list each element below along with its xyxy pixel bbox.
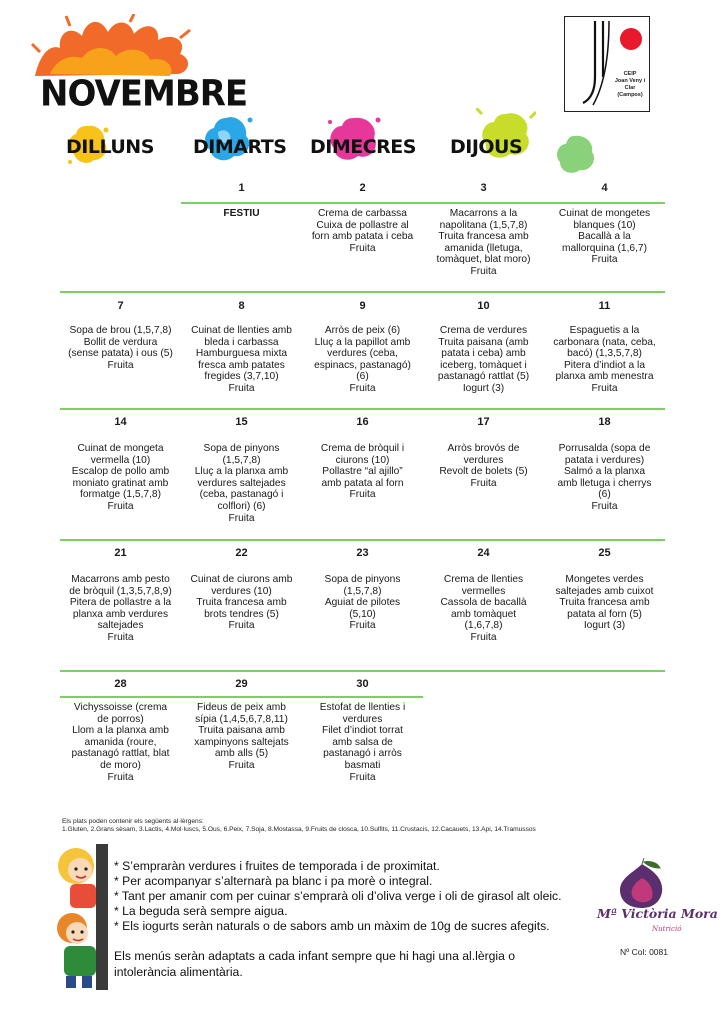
day-number: 15	[235, 416, 248, 428]
menu-cell	[423, 325, 544, 395]
menu-line: Cuinat de mongetes	[558, 208, 651, 219]
fig-icon	[612, 858, 672, 910]
note-item: * La beguda serà sempre aigua.	[114, 904, 288, 918]
menu-line: Vichyssoisse (crema	[73, 702, 168, 713]
menu-line: Salmó a la planxa	[564, 466, 645, 478]
allergen-list: 1.Gluten, 2.Grans sèsam, 3.Lactis, 4.Mol·luscs, 5.Ous, 6.Peix, 7.Soja, 8.Mostassa, 9.Fruits de closca, 10.Sulfits, 11.Crustacis, 12.Cacauets, 13.Api, 14.Tramussos	[62, 826, 536, 834]
menu-line: saltejades amb cuixot	[555, 585, 654, 597]
day-number: 11	[598, 300, 611, 312]
menu-line: Crema de verdures	[439, 325, 528, 336]
menu-line: de porros)	[97, 713, 144, 725]
logo-text-line: Joan Veny i	[614, 78, 646, 84]
week-divider	[60, 696, 423, 698]
menu-line: tomàquet, blat moro)	[436, 254, 531, 266]
menu-line: Fruita	[107, 500, 134, 512]
menu-line: (6)	[356, 371, 369, 383]
menu-line: FESTIU	[223, 208, 260, 219]
menu-line: Mongetes verdes	[565, 574, 644, 585]
menu-line: de moro)	[100, 759, 141, 771]
menu-line: mallorquina (1,6,7)	[562, 242, 647, 254]
menu-line: iceberg, tomàquet i	[440, 359, 527, 371]
menu-line: Fruita	[349, 620, 376, 632]
menu-line: fregides (3,7,10)	[204, 371, 279, 383]
day-number: 3	[480, 182, 487, 194]
menu-line: Fruita	[228, 382, 255, 394]
menu-line: Cuinat de ciurons amb	[190, 574, 293, 585]
allergen-legend	[62, 818, 682, 835]
menu-line: Fruita	[591, 382, 618, 394]
day-number: 10	[477, 300, 490, 312]
logo-text-line: CEIP	[623, 71, 637, 77]
note-item: * Per acompanyar s’alternarà pa blanc i pa morè o integral.	[114, 874, 433, 888]
menu-cell	[302, 443, 423, 501]
menu-line: colflori) (6)	[217, 500, 266, 512]
menu-line: amb alls (5)	[214, 748, 269, 760]
day-number: 21	[114, 547, 127, 559]
day-number: 30	[356, 678, 369, 690]
menu-line: Pitera d’indiot a la	[564, 359, 645, 371]
note-item: * S’empraràn verdures i fruites de temporada i de proximitat.	[114, 859, 440, 873]
menu-line: bacó) (1,3,5,7,8)	[567, 348, 642, 360]
menu-line: pastanagó rattlat (5)	[437, 371, 530, 383]
menu-line: Bollit de verdura	[83, 336, 158, 348]
week-divider	[60, 408, 665, 410]
menu-line: amanida (roure,	[84, 736, 157, 748]
menu-line: amb salsa de	[332, 736, 393, 748]
menu-line: patata i ceba) amb	[441, 348, 526, 360]
menu-line: Revolt de bolets (5)	[439, 466, 528, 478]
menu-line: Filet d’indiot torrat	[322, 725, 403, 737]
day-number: 25	[598, 547, 611, 559]
menu-cell	[423, 443, 544, 489]
nutritionist-role: Nutrició	[652, 925, 682, 933]
note-item: * Els iogurts seràn naturals o de sabors amb un màxim de 10g de sucres afegits.	[114, 919, 550, 933]
menu-line: amb patata al forn	[321, 477, 404, 489]
menu-line: patata al forn (5)	[567, 608, 642, 620]
menu-line: Espaguetis a la	[569, 325, 640, 336]
day-number: 8	[238, 300, 245, 312]
menu-line: Sopa de pinyons	[324, 574, 401, 585]
license-number: Nº Col: 0081	[620, 947, 668, 957]
page-title: NOVEMBRE	[40, 73, 248, 115]
menu-line: xampinyons saltejats	[194, 736, 289, 748]
menu-line: amanida (lletuga,	[444, 242, 523, 254]
menu-line: bleda i carbassa	[204, 336, 279, 348]
menu-cell	[60, 443, 181, 513]
menu-line: Crema de bròquil i	[320, 443, 405, 454]
menu-line: patata i verdures)	[564, 454, 645, 466]
menu-line: Fruita	[470, 477, 497, 489]
menu-cell	[423, 574, 544, 644]
menu-line: Macarrons amb pesto	[71, 574, 170, 585]
menu-line: Escalop de pollo amb	[71, 466, 170, 478]
menu-line: formatge (1,5,7,8)	[80, 489, 161, 501]
menu-line: (1,6,7,8)	[464, 620, 503, 632]
day-number: 22	[235, 547, 248, 559]
menu-line: Cuixa de pollastre al	[316, 219, 409, 231]
menu-line: Aguiat de pilotes	[324, 597, 401, 609]
menu-line: verdures (10)	[211, 585, 272, 597]
day-number: 28	[114, 678, 127, 690]
menu-line: (sense patata) i ous (5)	[68, 348, 173, 360]
menu-line: Lluç a la papillot amb	[314, 336, 411, 348]
menu-line: Iogurt (3)	[583, 620, 626, 632]
menu-line: Arròs brovós de	[447, 443, 520, 454]
menu-line: de bròquil (1,3,5,7,8,9)	[69, 585, 172, 597]
day-number: 16	[356, 416, 369, 428]
menu-line: Cuinat de mongeta	[77, 443, 164, 454]
menu-line: Fruita	[228, 512, 255, 524]
menu-line: Truita francesa amb	[438, 231, 529, 243]
menu-line: Truita francesa amb	[196, 597, 287, 609]
menu-line: fresca amb patates	[198, 359, 285, 371]
menu-cell	[302, 208, 423, 254]
menu-line: basmati	[344, 759, 381, 771]
menu-line: (5,10)	[349, 608, 376, 620]
menu-line: Fruita	[228, 759, 255, 771]
menu-line: Porrusalda (sopa de	[558, 443, 651, 454]
menu-line: pastanagó i arròs	[323, 748, 402, 760]
menu-line: napolitana (1,5,7,8)	[439, 219, 528, 231]
menu-cell	[544, 325, 665, 395]
menu-cell	[181, 443, 302, 524]
allergen-intro: Els plats poden contenir els següents al·lèrgens:	[62, 818, 204, 825]
menu-cell	[544, 574, 665, 632]
menu-line: forn amb patata i ceba	[311, 231, 414, 243]
menu-line: Fruita	[591, 500, 618, 512]
menu-line: Bacallà a la	[578, 231, 631, 243]
menu-line: Truita paisana (amb	[438, 336, 529, 348]
week-divider	[181, 202, 665, 204]
menu-line: Fruita	[349, 489, 376, 501]
day-number: 23	[356, 547, 369, 559]
menu-cell	[181, 325, 302, 395]
menu-line: Fideus de peix amb	[197, 702, 286, 713]
menu-line: Pollastre “al ajillo”	[322, 466, 403, 478]
menu-cell	[60, 702, 181, 783]
menu-line: amb lletuga i cherrys	[557, 477, 652, 489]
menu-line: Fruita	[349, 242, 376, 254]
menu-line: verdures (ceba,	[327, 348, 398, 360]
nutritionist-name: Mª Victòria Mora	[597, 906, 718, 921]
menu-line: verdures	[463, 454, 504, 466]
day-number: 24	[477, 547, 490, 559]
menu-line: Fruita	[591, 254, 618, 266]
day-number: 1	[238, 182, 245, 194]
day-number: 14	[114, 416, 127, 428]
menu-line: vermella (10)	[90, 454, 151, 466]
menu-line: Macarrons a la	[449, 208, 518, 219]
menu-line: (ceba, pastanagó i	[199, 489, 284, 501]
menu-line: verdures	[342, 713, 383, 725]
menu-line: Fruita	[349, 771, 376, 783]
menu-line: Fruita	[107, 631, 134, 643]
menu-line: Estofat de llenties i	[319, 702, 406, 713]
menu-line: Fruita	[228, 620, 255, 632]
menu-line: ciurons (10)	[335, 454, 390, 466]
menu-line: Fruita	[107, 359, 134, 371]
menu-line: verdures saltejades	[197, 477, 286, 489]
menu-line: Cuinat de llenties amb	[191, 325, 292, 336]
menu-line: Lluç a la planxa amb	[194, 466, 289, 478]
menu-line: Fruita	[107, 771, 134, 783]
menu-line: (6)	[598, 489, 611, 501]
menu-line: saltejades	[97, 620, 144, 632]
school-logo	[564, 16, 650, 112]
week-divider	[60, 539, 665, 541]
menu-line: blanques (10)	[573, 219, 636, 231]
week-divider	[60, 291, 665, 293]
menu-line: brots tendres (5)	[204, 608, 279, 620]
menu-cell	[181, 208, 302, 220]
day-number: 17	[477, 416, 490, 428]
menu-line: Fruita	[470, 631, 497, 643]
menu-line: Fruita	[470, 265, 497, 277]
day-name-thursday: DIJOUS	[450, 136, 523, 158]
menu-cell	[60, 325, 181, 371]
day-name-wednesday: DIMECRES	[310, 136, 416, 158]
logo-text-line: (Campos)	[617, 92, 643, 98]
menu-line: Hamburguesa mixta	[195, 348, 288, 360]
menu-cell	[544, 443, 665, 513]
day-number: 4	[601, 182, 608, 194]
menu-line: Iogurt (3)	[462, 382, 505, 394]
day-number: 2	[359, 182, 366, 194]
menu-cell	[181, 574, 302, 632]
menu-line: (1,5,7,8)	[343, 585, 382, 597]
menu-line: Sopa de brou (1,5,7,8)	[69, 325, 172, 336]
menu-cell	[423, 208, 544, 278]
kids-illustration	[40, 842, 110, 992]
menu-line: sípia (1,4,5,6,7,8,11)	[195, 713, 288, 725]
week-divider	[60, 670, 665, 672]
menu-line: Arròs de peix (6)	[324, 325, 401, 336]
menu-cell	[302, 325, 423, 395]
day-number: 18	[598, 416, 611, 428]
day-name-monday: DILLUNS	[66, 136, 154, 158]
day-number: 9	[359, 300, 366, 312]
menu-cell	[60, 574, 181, 644]
menu-line: espinacs, pastanagó)	[314, 359, 411, 371]
menu-line: Llom a la planxa amb	[72, 725, 169, 737]
menu-line: Fruita	[349, 382, 376, 394]
menu-line: planxa amb verdures	[72, 608, 169, 620]
menu-line: Crema de carbassa	[318, 208, 407, 219]
menu-line: carbonara (nata, ceba,	[553, 336, 656, 348]
green-paint-splash	[552, 132, 598, 176]
menu-cell	[544, 208, 665, 266]
notes-list	[114, 859, 614, 934]
menu-line: vermelles	[461, 585, 506, 597]
menu-line: Truita paisana amb	[198, 725, 285, 737]
menu-line: amb tomàquet	[450, 608, 517, 620]
menu-line: pastanagó rattlat, blat	[71, 748, 170, 760]
day-number: 7	[117, 300, 124, 312]
menu-line: Crema de llenties	[443, 574, 524, 585]
menu-line: Cassola de bacallà	[440, 597, 527, 609]
menu-cell	[181, 702, 302, 772]
menu-line: Sopa de pinyons	[203, 443, 280, 454]
menu-line: Truita francesa amb	[559, 597, 650, 609]
menu-line: (1,5,7,8)	[222, 454, 261, 466]
menu-line: moniato gratinat amb	[72, 477, 169, 489]
day-name-tuesday: DIMARTS	[193, 136, 287, 158]
menu-line: Pitera de pollastre a la	[69, 597, 172, 609]
closing-note: Els menús seràn adaptats a cada infant sempre que hi hagi una al.lèrgia o intolerància alimentària.	[114, 949, 516, 979]
note-item: * Tant per amanir com per cuinar s’emprarà oli d’oliva verge i oli de girasol alt oleic.	[114, 889, 562, 903]
logo-text-line: Clar	[624, 85, 636, 91]
menu-cell	[302, 702, 423, 783]
day-number: 29	[235, 678, 248, 690]
menu-cell	[302, 574, 423, 632]
menu-line: planxa amb menestra	[555, 371, 654, 383]
